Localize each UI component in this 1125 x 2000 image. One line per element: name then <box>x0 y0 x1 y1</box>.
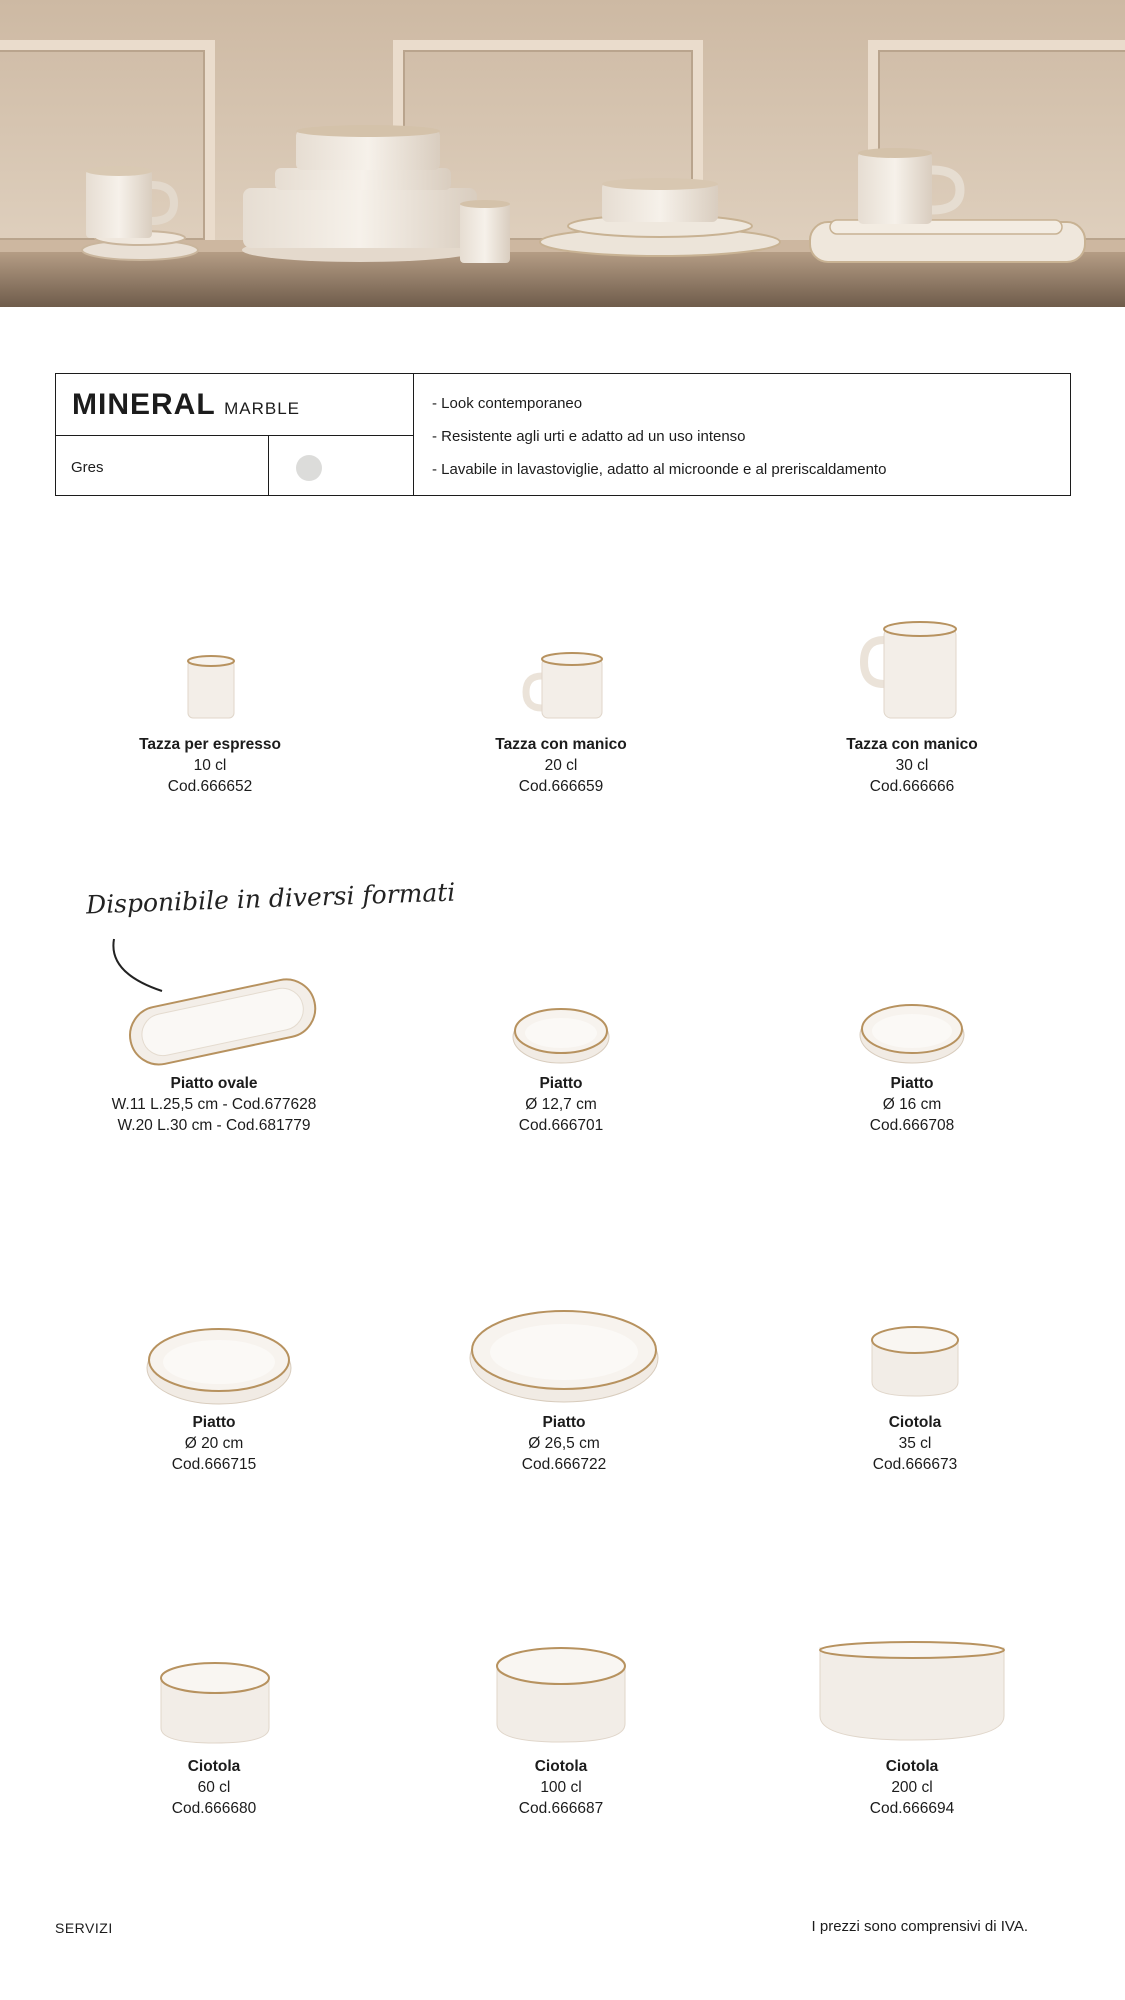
product-size: Ø 16 cm <box>882 1096 942 1113</box>
product-card <box>64 957 364 1136</box>
product-code: Cod.666680 <box>171 1800 257 1817</box>
product-capacity: 100 cl <box>540 1779 582 1796</box>
product-title: Piatto <box>542 1414 586 1431</box>
section-label: SERVIZI <box>55 1920 113 1936</box>
product-card <box>414 1296 714 1475</box>
product-card <box>765 1296 1065 1475</box>
product-title: Ciotola <box>534 1758 588 1775</box>
feature-item: - Lavabile in lavastoviglie, adatto al microonde e al preriscaldamento <box>432 461 887 478</box>
collection-title <box>72 388 300 422</box>
product-size: Ø 12,7 cm <box>525 1096 597 1113</box>
product-code: Cod.666694 <box>869 1800 955 1817</box>
bowl-icon <box>64 1640 364 1750</box>
product-title: Piatto <box>890 1075 934 1092</box>
product-title: Tazza con manico <box>846 736 978 753</box>
product-card <box>411 618 711 797</box>
divider <box>413 374 414 495</box>
product-capacity: 20 cl <box>544 757 578 774</box>
product-title: Piatto <box>192 1414 236 1431</box>
product-capacity: 35 cl <box>898 1435 932 1452</box>
bowl-icon <box>411 1640 711 1750</box>
product-card <box>762 957 1062 1136</box>
product-variant: W.20 L.30 cm - Cod.681779 <box>117 1117 311 1134</box>
product-card <box>411 957 711 1136</box>
product-size: Ø 20 cm <box>184 1435 244 1452</box>
divider <box>56 435 413 436</box>
plate-icon <box>64 1296 364 1406</box>
product-title: Piatto ovale <box>170 1075 258 1092</box>
product-size: Ø 26,5 cm <box>528 1435 600 1452</box>
product-card <box>762 618 1062 797</box>
bowl-icon <box>765 1296 1065 1406</box>
feature-list <box>432 387 886 486</box>
collection-info-box <box>55 373 1071 496</box>
product-code: Cod.666687 <box>518 1800 604 1817</box>
product-code: Cod.666701 <box>518 1117 604 1134</box>
product-title: Ciotola <box>888 1414 942 1431</box>
product-capacity: 200 cl <box>891 1779 933 1796</box>
product-title: Ciotola <box>885 1758 939 1775</box>
divider <box>268 435 269 495</box>
espresso-cup-icon <box>60 618 360 728</box>
product-variant: W.11 L.25,5 cm - Cod.677628 <box>111 1096 317 1113</box>
product-card <box>60 618 360 797</box>
product-code: Cod.666666 <box>869 778 955 795</box>
plate-icon <box>411 957 711 1067</box>
product-code: Cod.666673 <box>872 1456 958 1473</box>
product-capacity: 30 cl <box>895 757 929 774</box>
vat-note: I prezzi sono comprensivi di IVA. <box>811 1918 1028 1935</box>
product-title: Tazza con manico <box>495 736 627 753</box>
feature-item: - Look contemporaneo <box>432 395 583 412</box>
plate-icon <box>762 957 1062 1067</box>
product-code: Cod.666659 <box>518 778 604 795</box>
product-title: Tazza per espresso <box>139 736 281 753</box>
plate-icon <box>414 1296 714 1406</box>
product-title: Piatto <box>539 1075 583 1092</box>
handwritten-note: Disponibile in diversi formati <box>85 877 456 920</box>
mug-large-icon <box>762 618 1062 728</box>
collection-name: MINERAL <box>72 388 216 421</box>
product-code: Cod.666708 <box>869 1117 955 1134</box>
product-title: Ciotola <box>187 1758 241 1775</box>
product-capacity: 10 cl <box>193 757 227 774</box>
product-code: Cod.666652 <box>167 778 253 795</box>
oval-plate-icon <box>64 957 364 1067</box>
mug-small-icon <box>411 618 711 728</box>
product-card <box>64 1640 364 1819</box>
material-label: Gres <box>71 459 104 476</box>
color-swatch <box>296 455 322 481</box>
feature-item: - Resistente agli urti e adatto ad un uso intenso <box>432 428 746 445</box>
product-code: Cod.666715 <box>171 1456 257 1473</box>
collection-subtitle: MARBLE <box>224 399 301 418</box>
bowl-icon <box>762 1640 1062 1750</box>
product-capacity: 60 cl <box>197 1779 231 1796</box>
product-code: Cod.666722 <box>521 1456 607 1473</box>
product-card <box>762 1640 1062 1819</box>
product-card <box>64 1296 364 1475</box>
hero-photo <box>0 0 1125 307</box>
product-card <box>411 1640 711 1819</box>
